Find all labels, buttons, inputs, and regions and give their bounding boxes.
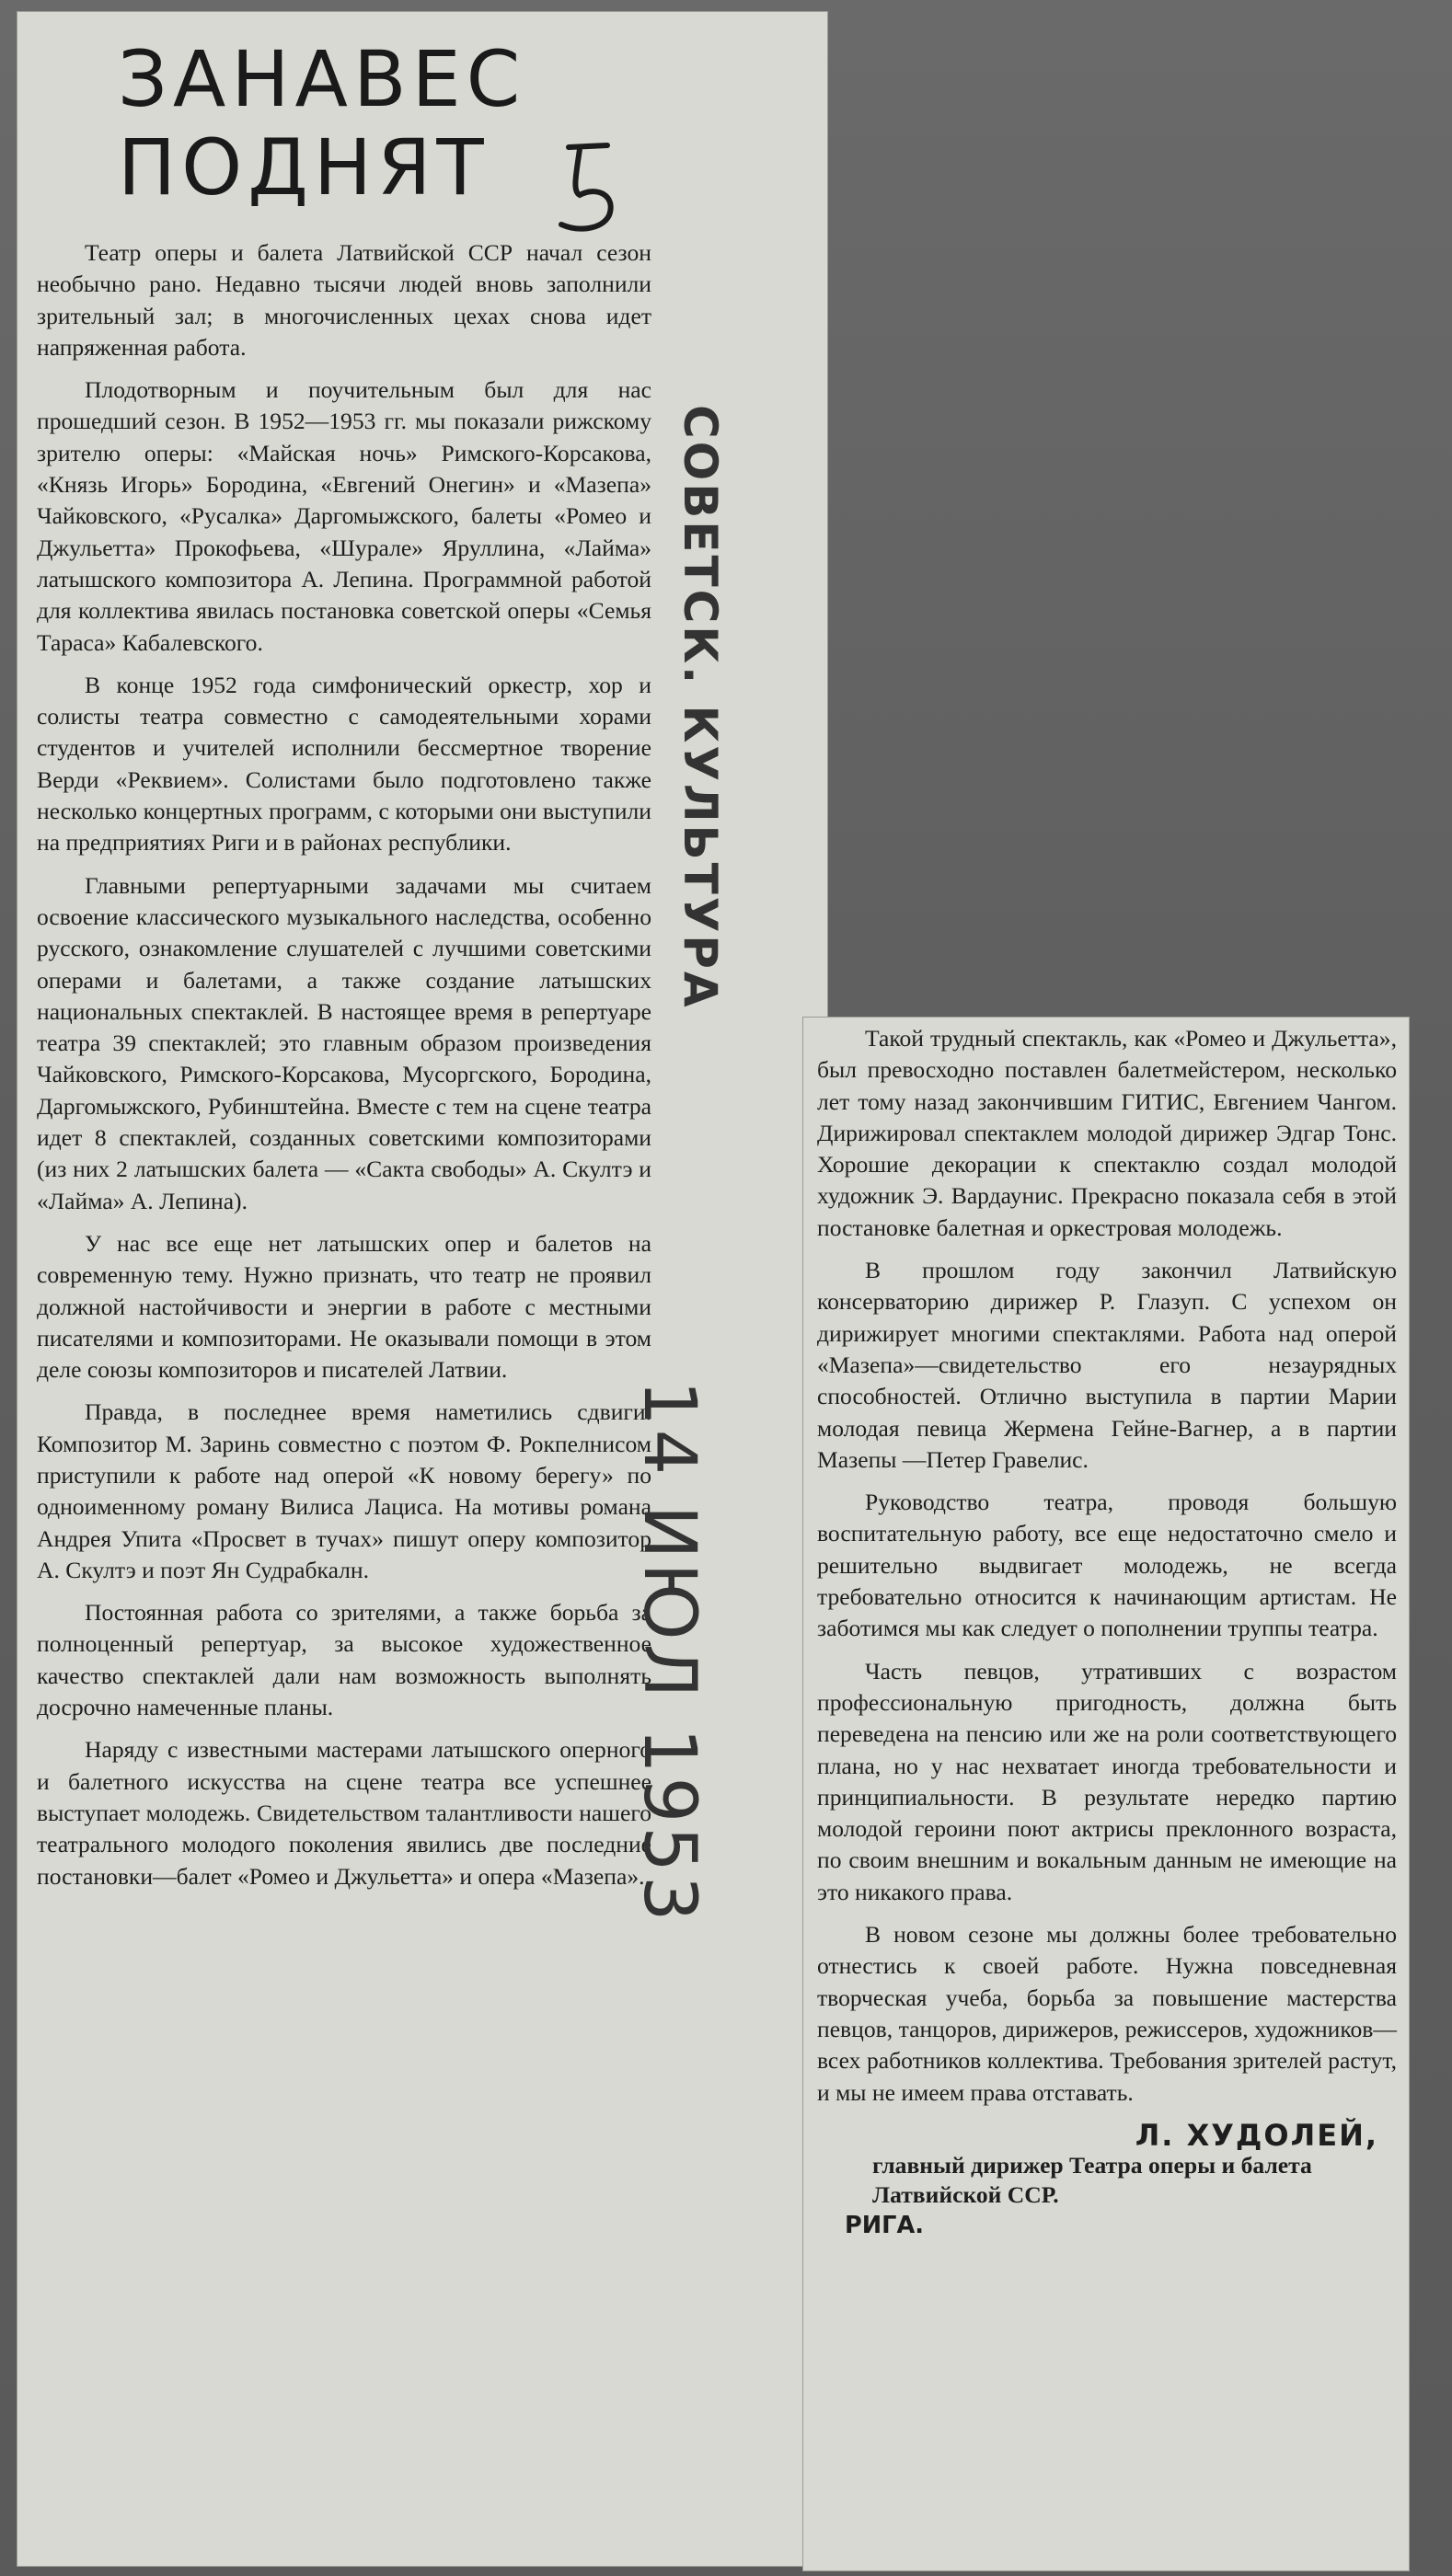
article-right-column [817,1023,1397,2241]
dateline-city: РИГА. [845,2212,925,2240]
paragraph: Постоянная работа со зрителями, а также борьба за полноценный репертуар, за высокое художественное качество спектаклей дали нам возможность выполнять досрочно намеченные планы. [37,1599,651,1721]
paragraph: В новом сезоне мы должны более требовательно отнестись к своей работе. Нужна повседневная творческая учеба, борьба за повышение мастерства певцов, танцоров, дирижеров, режиссеров, художников—всех работников коллектива. Требования зрителей растут, и мы не имеем права отставать. [817,1921,1397,2106]
headline-line-2: ПОДНЯТ [118,122,490,213]
article-left-column [37,237,651,1903]
paragraph: Часть певцов, утративших с возрастом профессиональную пригодность, должна быть переведена на пенсию или же на роли соответствующего плана, но у нас нехватает иногда требовательности и принципиальности. В результате нередко партию молодой героини поют актрисы преклонного возраста, по своим внешним и вокальным данным не имеющие на это никакого права. [817,1657,1397,1905]
paragraph: Наряду с известными мастерами латышского оперного и балетного искусства на сцене театра все успешнее выступает молодежь. Свидетельством талантливости нашего театрального молодого поколения явились две последние постановки—балет «Ромео и Джульетта» и опера «Мазепа». [37,1736,651,1890]
author-title: главный дирижер Театра оперы и балета Латвийской ССР. [872,2152,1312,2209]
paragraph: В конце 1952 года симфонический оркестр, хор и солисты театра совместно с самодеятельными хорами студентов и учителей исполнили бессмертное творение Верди «Реквием». Солистами было подготовлено также несколько концертных программ, с которыми они выступили на предприятиях Риги и в районах республики. [37,671,651,857]
newspaper-stamp: СОВЕТСК. КУЛЬТУРА [674,405,727,1010]
handwritten-mark-icon [552,138,653,239]
paragraph: Плодотворным и поучительным был для нас прошедший сезон. В 1952—1953 гг. мы показали рижскому зрителю оперы: «Майская ночь» Римского-Корсакова, «Князь Игорь» Бородина, «Евгений Онегин» и «Мазепа» Чайковского, «Русалка» Даргомыжского, балеты «Ромео и Джульетта» Прокофьева, «Шурале» Яруллина, «Лайма» латышского композитора А. Лепина. Программной работой для коллектива явилась постановка советской оперы «Семья Тараса» Кабалевского. [37,376,651,656]
paragraph: Главными репертуарными задачами мы считаем освоение классического музыкального наследства, особенно русского, ознакомление слушателей с лучшими советскими операми и балетами, а также создание латышских национальных спектаклей. В настоящее время в репертуаре театра 39 спектаклей; это главным образом произведения Чайковского, Римского-Корсакова, Мусоргского, Бородина, Даргомыжского, Рубинштейна. Вместе с тем на сцене театра идет 8 спектаклей, созданных советскими композиторами (из них 2 латышских балета — «Сакта свободы» А. Скултэ и «Лайма» А. Лепина). [37,871,651,1214]
paragraph: Правда, в последнее время наметились сдвиги. Композитор М. Заринь совместно с поэтом Ф. Рокпелнисом приступили к работе над оперой «К новому берегу» по одноименному роману Вилиса Лациса. На мотивы романа Андрея Упита «Просвет в тучах» пишут оперу композитор А. Скултэ и поэт Ян Судрабкалн. [37,1398,651,1583]
signature-block [817,2117,1397,2242]
paragraph: В прошлом году закончил Латвийскую консерваторию дирижер Р. Глазуп. С успехом он дирижирует многими спектаклями. Работа над оперой «Мазепа»—свидетельство его незаурядных способностей. Отлично выступила в партии Марии молодая певица Жермена Гейне-Вагнер, а в партии Мазепы —Петер Гравелис. [817,1257,1397,1473]
date-stamp: 14 ИЮЛ 1953 [628,1380,710,1926]
headline-line-1: ЗАНАВЕС [118,34,526,124]
paragraph: У нас все еще нет латышских опер и балетов на современную тему. Нужно признать, что театр не проявил должной настойчивости и энергии в работе с местными писателями и композиторами. Не оказывали помощи в этом деле союзы композиторов и писателей Латвии. [37,1229,651,1384]
paragraph: Театр оперы и балета Латвийской ССР начал сезон необычно рано. Недавно тысячи людей вновь заполнили зрительный зал; в многочисленных цехах снова идет напряженная работа. [37,239,651,361]
paragraph: Руководство театра, проводя большую воспитательную работу, все еще недостаточно смело и решительно выдвигает молодежь, не всегда требовательно относится к начинающим артистам. Не заботимся мы как следует о пополнении труппы театра. [817,1489,1397,1642]
author-name: Л. ХУДОЛЕЙ, [1135,2117,1378,2153]
article-headline [118,35,525,212]
paragraph: Такой трудный спектакль, как «Ромео и Джульетта», был превосходно поставлен балетмейстером, несколько лет тому назад закончившим ГИТИС, Евгением Чангом. Дирижировал спектаклем молодой дирижер Эдгар Тонс. Хорошие декорации к спектаклю создал молодой художник Э. Вардаунис. Прекрасно показала себя в этой постановке балетная и оркестровая молодежь. [817,1025,1397,1241]
